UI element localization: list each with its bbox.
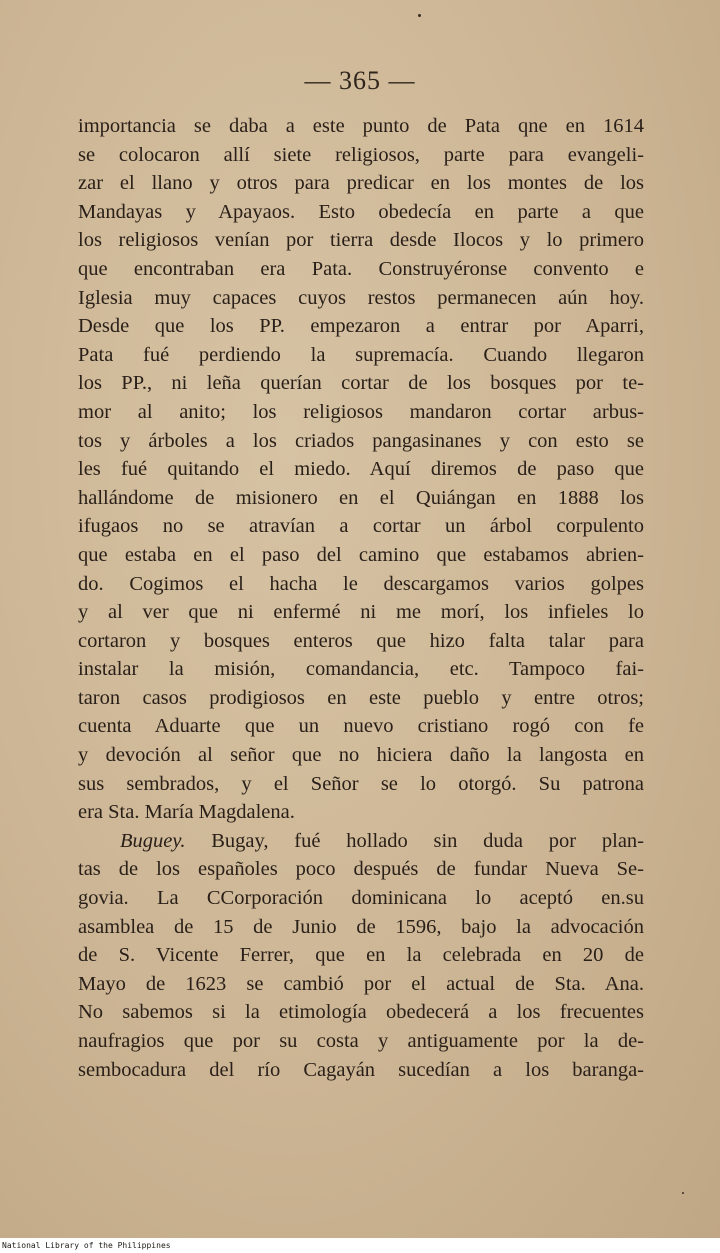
text-line: tos y árboles a los criados pangasinanes y con esto se — [78, 429, 644, 452]
text-line: que encontraban era Pata. Construyéronse convento e — [78, 257, 644, 280]
text-line: govia. La CCorporación dominicana lo aceptó en.su — [78, 887, 644, 910]
text-line: ifugaos no se atravían a cortar un árbol corpulento — [78, 515, 644, 538]
text-line: hallándome de misionero en el Quiángan en 1888 los — [78, 486, 644, 509]
text-line: y devoción al señor que no hiciera daño la langosta en — [78, 744, 644, 767]
text-line: mor al anito; los religiosos mandaron cortar arbus- — [78, 400, 644, 423]
text-line: zar el llano y otros para predicar en los montes de los — [78, 172, 644, 195]
text-line: los religiosos venían por tierra desde Ilocos y lo primero — [78, 229, 644, 252]
text-line: No sabemos si la etimología obedecerá a los frecuentes — [78, 1001, 644, 1024]
text-line: que estaba en el paso del camino que estabamos abrien- — [78, 543, 644, 566]
text-fragment: Bugay, fué hollado sin duda por plan- — [185, 829, 644, 852]
text-line: les fué quitando el miedo. Aquí diremos de paso que — [78, 458, 644, 481]
text-line: tas de los españoles poco después de fundar Nueva Se- — [78, 858, 644, 881]
paragraph-first-line — [78, 827, 644, 856]
text-line: Iglesia muy capaces cuyos restos permanecen aún hoy. — [78, 286, 644, 309]
text-line: instalar la misión, comandancia, etc. Tampoco fai- — [78, 658, 644, 681]
body-text — [78, 112, 644, 1084]
text-line: los PP., ni leña querían cortar de los bosques por te- — [78, 372, 644, 395]
text-line: naufragios que por su costa y antiguamente por la de- — [78, 1030, 644, 1052]
library-watermark: National Library of the Philippines — [2, 1241, 171, 1250]
page-number: — 365 — — [304, 66, 416, 95]
text-line: sus sembrados, y el Señor se lo otorgó. Su patrona — [78, 772, 644, 795]
text-line: era Sta. María Magdalena. — [78, 801, 295, 824]
text-line: Pata fué perdiendo la supremacía. Cuando llegaron — [78, 343, 644, 366]
text-line: Mayo de 1623 se cambió por el actual de Sta. Ana. — [78, 972, 644, 995]
text-line: asamblea de 15 de Junio de 1596, bajo la advocación — [78, 915, 644, 938]
text-line: do. Cogimos el hacha le descargamos varios golpes — [78, 572, 644, 595]
text-line: cortaron y bosques enteros que hizo falta talar para — [78, 629, 644, 652]
text-line: cuenta Aduarte que un nuevo cristiano rogó con fe — [78, 715, 644, 738]
text-line: Desde que los PP. empezaron a entrar por Aparri, — [78, 315, 644, 338]
text-line: de S. Vicente Ferrer, que en la celebrada en 20 de — [78, 944, 644, 967]
text-line: importancia se daba a este punto de Pata qne en 1614 — [78, 115, 644, 137]
ink-speck — [682, 1192, 684, 1194]
text-line: sembocadura del río Cagayán sucedían a los baranga- — [78, 1058, 644, 1081]
text-line: y al ver que ni enfermé ni me morí, los infieles lo — [78, 601, 644, 624]
text-line: taron casos prodigiosos en este pueblo y entre otros; — [78, 686, 644, 709]
ink-speck — [418, 14, 421, 17]
section-heading-buguey: Buguey. — [120, 829, 186, 852]
text-line: Mandayas y Apayaos. Esto obedecía en parte a que — [78, 200, 644, 223]
text-line: se colocaron allí siete religiosos, parte para evangeli- — [78, 143, 644, 166]
